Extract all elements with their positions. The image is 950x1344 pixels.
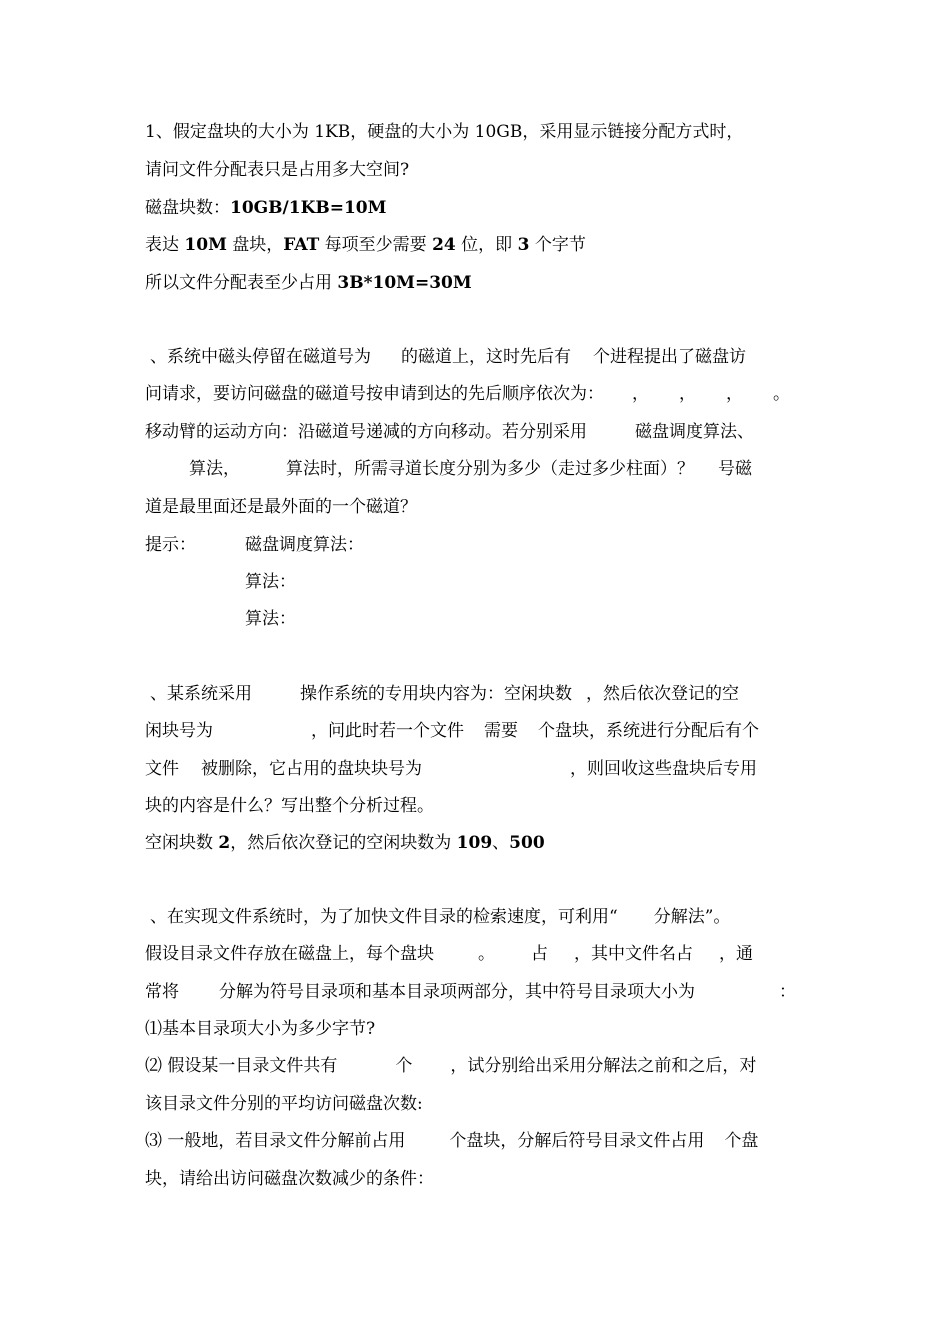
q3-line3-part1: 文件: [145, 759, 179, 779]
q4-line2: [145, 942, 810, 966]
q3-ans-bold1: 2: [218, 833, 231, 853]
q3-ans-text3: 、: [492, 833, 510, 853]
q1-a2-bold3: 24: [432, 235, 456, 255]
q1-a2-text2: 盘块，: [226, 235, 284, 255]
q1-a2-bold2: FAT: [283, 235, 320, 255]
q2-line2-sep1: ，: [632, 384, 649, 404]
q3-line2-part3: 需要: [484, 721, 518, 741]
q4-line1-part1: 、在实现文件系统时，为了加快文件目录的检索速度，可利用“: [150, 907, 618, 927]
q2-hint2: 算法：: [245, 572, 296, 592]
q2-hint-row1: [145, 533, 810, 557]
q3-line1: [150, 682, 810, 706]
q4-sub2-line2: 该目录文件分别的平均访问磁盘次数:: [145, 1094, 423, 1114]
q3-answer: [145, 831, 810, 855]
q3-line1-part2: 操作系统的专用块内容为：空闲块数: [300, 684, 572, 704]
q1-a2-bold4: 3: [517, 235, 530, 255]
q4-line2-part1: 假设目录文件存放在磁盘上，每个盘块: [145, 944, 434, 964]
q2-line4-part1: 算法，: [189, 459, 240, 479]
q4-line2-part2: 。: [478, 944, 495, 964]
q3-line2-part2: ，问此时若一个文件: [311, 721, 464, 741]
q2-line2-sep2: ，: [679, 384, 696, 404]
q4-line3: [145, 980, 810, 1004]
q3-ans-text2: ，然后依次登记的空闲块数为: [230, 833, 457, 853]
q1-a2-text4: 位，即: [455, 235, 518, 255]
q3-line1-part1: 、某系统采用: [150, 684, 252, 704]
q3-ans-bold2: 109: [456, 833, 493, 853]
q2-line3: [145, 420, 810, 444]
q1-line1: 1、假定盘块的大小为 1KB，硬盘的大小为 10GB，采用显示链接分配方式时，: [145, 122, 744, 142]
q2-line2: [145, 382, 810, 406]
q4-sub2-part1: ⑵ 假设某一目录文件共有: [145, 1056, 338, 1076]
q4-line2-part4: ，其中文件名占: [574, 944, 693, 964]
q4-line1-part2: 分解法”。: [653, 907, 731, 927]
q4-sub2-part3: ，试分别给出采用分解法之前和之后，对: [450, 1056, 757, 1076]
q3-line2-part4: 个盘块，系统进行分配后有个: [538, 721, 759, 741]
q3-line4: 块的内容是什么？写出整个分析过程。: [145, 796, 434, 816]
q3-line3: [145, 757, 810, 781]
q4-line2-part5: ，通: [719, 944, 753, 964]
q2-line1-part3: 个进程提出了磁盘访: [593, 347, 746, 367]
q4-sub3-line2: 块，请给出访问磁盘次数减少的条件：: [145, 1169, 434, 1189]
q3-ans-text1: 空闲块数: [145, 833, 219, 853]
q4-sub3-part1: ⑶ 一般地，若目录文件分解前占用: [145, 1131, 406, 1151]
q1-a2-bold1: 10M: [184, 235, 227, 255]
q1-a2-text3: 每项至少需要: [319, 235, 433, 255]
q1-a3-text: 所以文件分配表至少占用: [145, 273, 338, 293]
q4-line2-part3: 占: [531, 944, 548, 964]
q4-line3-part2: 分解为符号目录项和基本目录项两部分，其中符号目录项大小为: [219, 982, 695, 1002]
q2-line3-part1: 移动臂的运动方向：沿磁道号递减的方向移动。若分别采用: [145, 422, 587, 442]
q2-line1-part1: 、系统中磁头停留在磁道号为: [150, 347, 371, 367]
q2-line2-sep3: ，: [726, 384, 743, 404]
q3-line2-part1: 闲块号为: [145, 721, 213, 741]
q2-line1: [150, 345, 810, 369]
q1-a1-label: 磁盘块数：: [145, 198, 230, 218]
q2-line4-part2: 算法时，所需寻道长度分别为多少（走过多少柱面）？: [286, 459, 694, 479]
q2-line3-part2: 磁盘调度算法、: [635, 422, 754, 442]
q3-line2: [145, 719, 810, 743]
q2-line5: 道是最里面还是最外面的一个磁道？: [145, 497, 417, 517]
q1-a1-value: 10GB/1KB=10M: [230, 198, 387, 218]
q1-a3-value: 3B*10M=30M: [337, 273, 472, 293]
q4-sub2-line1: [145, 1054, 810, 1078]
q4-sub1: ⑴基本目录项大小为多少字节?: [145, 1019, 376, 1039]
q2-line4-part3: 号磁: [718, 459, 752, 479]
q1-answer-total: [145, 271, 810, 295]
q2-hint1: 磁盘调度算法：: [245, 535, 364, 555]
q3-line3-part3: ，则回收这些盘块后专用: [570, 759, 757, 779]
q4-line3-part1: 常将: [145, 982, 179, 1002]
q4-sub2-part2: 个: [395, 1056, 413, 1076]
q4-sub3-part2: 个盘块，分解后符号目录文件占用: [449, 1131, 705, 1151]
q2-line1-part2: 的磁道上，这时先后有: [401, 347, 571, 367]
q1-a2-text1: 表达: [145, 235, 185, 255]
q3-ans-bold3: 500: [509, 833, 545, 853]
q1-a2-text5: 个字节: [529, 235, 586, 255]
q3-line1-part3: ，然后依次登记的空: [586, 684, 739, 704]
q2-line2-end: 。: [773, 384, 790, 404]
q4-line1: [150, 905, 810, 929]
q4-line3-part3: ：: [779, 982, 796, 1002]
q1-answer-fat-entry: [145, 233, 810, 257]
q2-line2-text: 问请求，要访问磁盘的磁道号按申请到达的先后顺序依次为：: [145, 384, 604, 404]
q2-hint-label: 提示：: [145, 535, 196, 555]
q1-line2: 请问文件分配表只是占用多大空间?: [145, 160, 410, 180]
q4-sub3-line1: [145, 1129, 810, 1153]
q2-hint3: 算法：: [245, 609, 296, 629]
q4-sub3-part3: 个盘: [724, 1131, 759, 1151]
q1-answer-block-count: [145, 196, 810, 220]
q3-line3-part2: 被删除，它占用的盘块块号为: [201, 759, 422, 779]
q2-line4: [145, 457, 810, 481]
